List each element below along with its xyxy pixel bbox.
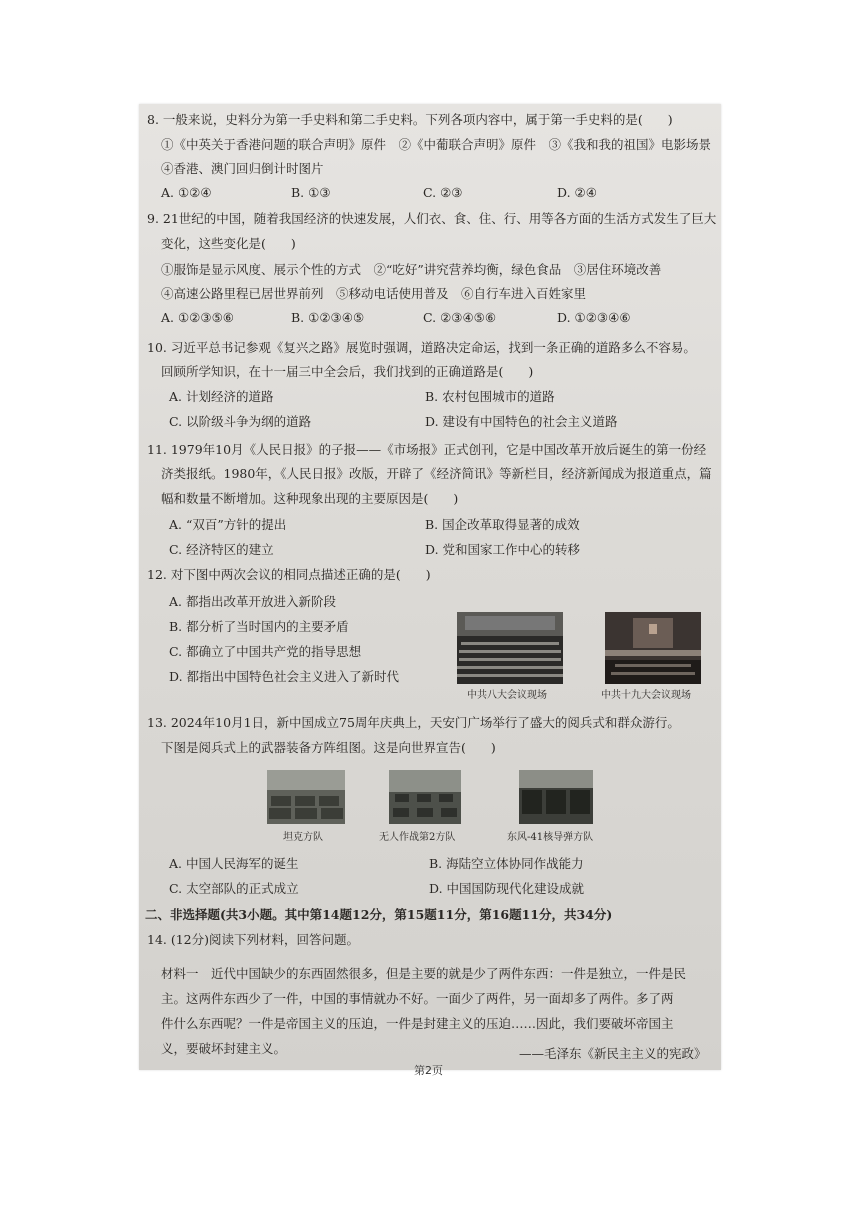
q11-stem-3: 幅和数量不断增加。这种现象出现的主要原因是( ) (161, 491, 459, 506)
q10-stem: 10. 习近平总书记参观《复兴之路》展览时强调，道路决定命运，找到一条正确的道路多么不容易。 (147, 340, 696, 355)
q12-stem: 12. 对下图中两次会议的相同点描述正确的是( ) (147, 567, 431, 582)
q9-option-a: A. ①②③⑤⑥ (161, 310, 235, 325)
q12-option-b: B. 都分析了当时国内的主要矛盾 (169, 619, 349, 634)
q11-option-b: B. 国企改革取得显著的成效 (425, 517, 580, 532)
q10-option-a: A. 计划经济的道路 (169, 389, 274, 404)
q8-stem: 8. 一般来说，史料分为第一手史料和第二手史料。下列各项内容中，属于第一手史料的是( ) (147, 112, 673, 127)
q10-option-c: C. 以阶级斗争为纲的道路 (169, 414, 312, 429)
q12-option-d: D. 都指出中国特色社会主义进入了新时代 (169, 669, 400, 684)
q10-stem-2: 回顾所学知识，在十一届三中全会后，我们找到的正确道路是( ) (161, 364, 534, 379)
q11-stem-2: 济类报纸。1980年，《人民日报》改版，开辟了《经济简讯》等新栏目，经济新闻成为报道重点，篇 (161, 466, 712, 481)
q13-option-a: A. 中国人民海军的诞生 (169, 856, 299, 871)
caption-df41-squad: 东风-41核导弹方队 (507, 832, 594, 843)
q8-items: ①《中英关于香港问题的联合声明》原件 ②《中葡联合声明》原件 ③《我和我的祖国》电影场景 (161, 137, 712, 152)
q9-items: ①服饰是显示风度、展示个性的方式 ②“吃好”讲究营养均衡，绿色食品 ③居住环境改善 (161, 262, 662, 277)
q13-stem-2: 下图是阅兵式上的武器装备方阵组图。这是向世界宣告( ) (161, 740, 496, 755)
q12-option-c: C. 都确立了中国共产党的指导思想 (169, 644, 362, 659)
q14-material-line-3: 件什么东西呢？一件是帝国主义的压迫，一件是封建主义的压迫……因此，我们要破坏帝国主 (161, 1016, 674, 1031)
q13-option-d: D. 中国国防现代化建设成就 (429, 881, 585, 896)
q11-option-a: A. “双百”方针的提出 (169, 517, 287, 532)
q12-option-a: A. 都指出改革开放进入新阶段 (169, 594, 336, 609)
caption-tank-squad: 坦克方队 (283, 832, 323, 843)
q8-option-d: D. ②④ (557, 185, 597, 200)
q9-items-2: ④高速公路里程已居世界前列 ⑤移动电话使用普及 ⑥自行车进入百姓家里 (161, 286, 587, 301)
q14-material-line-1: 材料一 近代中国缺少的东西固然很多，但是主要的就是少了两件东西：一件是独立，一件是民 (161, 966, 687, 981)
caption-eighth-congress: 中共八大会议现场 (467, 690, 547, 701)
q14-stem: 14. (12分)阅读下列材料，回答问题。 (147, 932, 360, 947)
q11-option-c: C. 经济特区的建立 (169, 542, 274, 557)
q9-option-c: C. ②③④⑤⑥ (423, 310, 497, 325)
q9-stem: 9. 21世纪的中国，随着我国经济的快速发展，人们衣、食、住、行、用等各方面的生活方式发生了巨大 (147, 211, 717, 226)
q13-stem: 13. 2024年10月1日，新中国成立75周年庆典上，天安门广场举行了盛大的阅兵式和群众游行。 (147, 715, 680, 730)
q8-option-b: B. ①③ (291, 185, 331, 200)
page-number: 第2页 (414, 1064, 443, 1077)
q14-material-line-2: 主。这两件东西少了一件，中国的事情就办不好。一面少了两件，另一面却多了两件。多了两 (161, 991, 674, 1006)
q14-material-source: ——毛泽东《新民主主义的宪政》 (519, 1046, 707, 1061)
q10-option-b: B. 农村包围城市的道路 (425, 389, 555, 404)
drone-squad-photo (389, 770, 461, 824)
q11-stem: 11. 1979年10月《人民日报》的子报——《市场报》正式创刊，它是中国改革开放后诞生的第一份经 (147, 442, 707, 457)
q13-option-b: B. 海陆空立体协同作战能力 (429, 856, 584, 871)
eighth-congress-photo (457, 612, 563, 684)
q13-option-c: C. 太空部队的正式成立 (169, 881, 299, 896)
q11-option-d: D. 党和国家工作中心的转移 (425, 542, 581, 557)
nineteenth-congress-photo (605, 612, 701, 684)
q8-option-a: A. ①②④ (161, 185, 212, 200)
q10-option-d: D. 建设有中国特色的社会主义道路 (425, 414, 618, 429)
section-2-heading: 二、非选择题(共3小题。其中第14题12分，第15题11分，第16题11分，共34分) (145, 907, 613, 922)
q14-material-line-4: 义，要破坏封建主义。 (161, 1041, 287, 1056)
df41-missile-squad-photo (519, 770, 593, 824)
q9-option-b: B. ①②③④⑤ (291, 310, 365, 325)
exam-page (139, 104, 721, 1070)
q9-option-d: D. ①②③④⑥ (557, 310, 631, 325)
caption-nineteenth-congress: 中共十九大会议现场 (601, 690, 691, 701)
q8-option-c: C. ②③ (423, 185, 463, 200)
q8-items-2: ④香港、澳门回归倒计时图片 (161, 161, 324, 176)
q9-stem-2: 变化，这些变化是( ) (161, 236, 296, 251)
caption-drone-squad: 无人作战第2方队 (379, 832, 456, 843)
tank-squad-photo (267, 770, 345, 824)
